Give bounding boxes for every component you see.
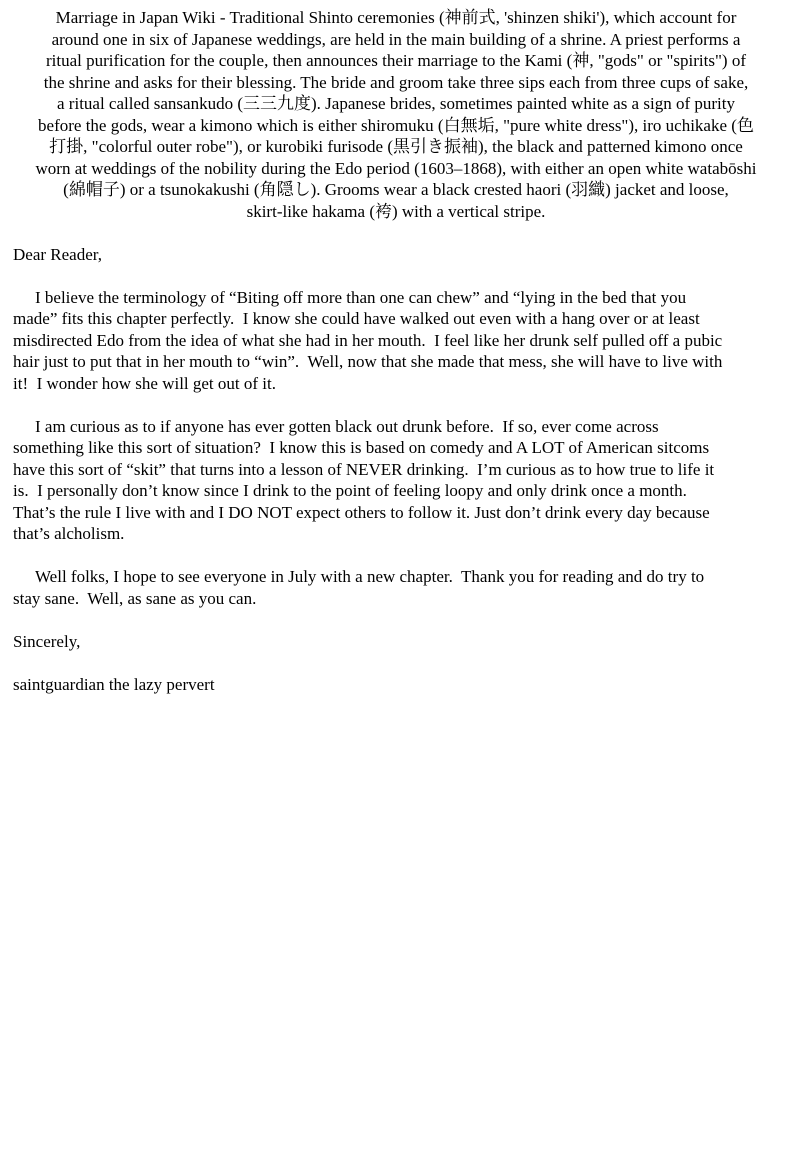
body-paragraph-1: I believe the terminology of “Biting off more than one can chew” and “lying in the bed that you made” fits this chapter perfectly. I know she could have walked out even with a hang over or at least misdirected Edo from the idea of what she had in her mouth. I feel like her drunk self pulled off a pubic hair just to put that in her mouth to “win”. Well, now that she made that mess, she will have to live with it! I wonder how she will get out of it. — [13, 287, 723, 393]
body-paragraph-3: Well folks, I hope to see everyone in July with a new chapter. Thank you for reading and do try to stay sane. Well, as sane as you can. — [13, 567, 705, 608]
body-paragraph-2: I am curious as to if anyone has ever gotten black out drunk before. If so, ever come across something like this sort of situation? I know this is based on comedy and A LOT of American sitcoms have this sort of “skit” that turns into a lesson of NEVER drinking. I’m curious as to how true to life it is. I personally don’t know since I drink to the point of feeling loopy and only drink once a month. That’s the rule I live with and I DO NOT expect others to follow it. Just don’t drink every day because that’s alcholism. — [13, 416, 715, 543]
salutation: Dear Reader, — [13, 244, 102, 264]
signature: saintguardian the lazy pervert — [13, 674, 215, 694]
closing: Sincerely, — [13, 631, 81, 651]
wiki-excerpt-paragraph: Marriage in Japan Wiki - Traditional Shinto ceremonies (神前式, 'shinzen shiki'), which account for around one in six of Japanese weddings, are held in the main building of a shrine. A priest performs a ritual purification for the couple, then announces their marriage to the Kami (神, "gods" or "spirits") of the shrine and asks for their blessing. The bride and groom take three sips each from three cups of sake, a ritual called sansankudo (三三九度). Japanese brides, sometimes painted white as a sign of purity before the gods, wear a kimono which is either shiromuku (白無垢, "pure white dress"), iro uchikake (色 打掛, "colorful outer robe"), or kurobiki furisode (黒引き振袖), the black and patterned kimono once worn at weddings of the nobility during the Edo period (1603–1868), with either an open white watabōshi (綿帽子) or a tsunokakushi (角隠し). Grooms wear a black crested haori (羽織) jacket and loose, skirt-like hakama (袴) with a vertical stripe. — [35, 8, 757, 221]
